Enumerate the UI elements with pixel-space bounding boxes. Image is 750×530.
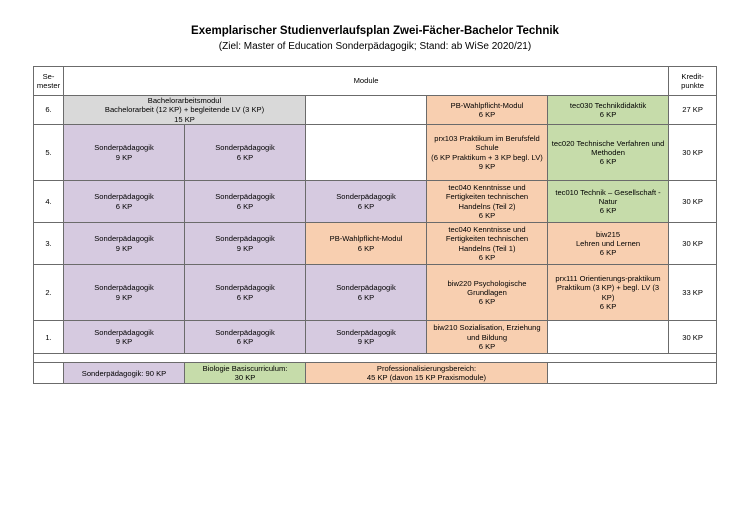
module-sonderpaedagogik: Sonderpädagogik 6 KP [185,321,306,354]
module-biw220: biw220 Psychologische Grundlagen 6 KP [427,265,548,321]
legend-sonderpaedagogik: Sonderpädagogik: 90 KP [64,363,185,384]
semester-row-5 [34,125,717,181]
module-sonderpaedagogik: Sonderpädagogik 6 KP [64,181,185,223]
header-kreditpunkte: Kredit- punkte [669,67,717,96]
module-prx111: prx111 Orientierungs-praktikum Praktikum (3 KP) + begl. LV (3 KP) 6 KP [548,265,669,321]
module-sonderpaedagogik: Sonderpädagogik 6 KP [185,181,306,223]
module-sonderpaedagogik: Sonderpädagogik 6 KP [185,125,306,181]
module-sonderpaedagogik: Sonderpädagogik 6 KP [306,265,427,321]
semester-row-4 [34,181,717,223]
semester-total: 33 KP [669,265,717,321]
semester-total: 30 KP [669,223,717,265]
page-title: Exemplarischer Studienverlaufsplan Zwei-Fächer-Bachelor Technik [191,25,559,37]
semester-row-3 [34,223,717,265]
module-biw215: biw215 Lehren und Lernen 6 KP [548,223,669,265]
semester-total: 30 KP [669,321,717,354]
module-biw210: biw210 Sozialisation, Erziehung und Bildung 6 KP [427,321,548,354]
semester-row-1 [34,321,717,354]
empty-cell [306,125,427,181]
module-sonderpaedagogik: Sonderpädagogik 9 KP [64,223,185,265]
semester-label: 4. [34,181,64,223]
semester-total: 30 KP [669,181,717,223]
module-sonderpaedagogik: Sonderpädagogik 6 KP [306,181,427,223]
semester-label: 6. [34,96,64,125]
module-prx103: prx103 Praktikum im Berufsfeld Schule (6 KP Praktikum + 3 KP begl. LV) 9 KP [427,125,548,181]
legend-row [34,363,717,384]
legend-empty [34,363,64,384]
semester-total: 30 KP [669,125,717,181]
spacer-row [34,354,717,363]
header-row [34,67,717,96]
spacer-cell [34,354,717,363]
module-sonderpaedagogik: Sonderpädagogik 9 KP [306,321,427,354]
semester-row-6 [34,96,717,125]
module-sonderpaedagogik: Sonderpädagogik 9 KP [64,321,185,354]
semester-label: 5. [34,125,64,181]
page-subtitle: (Ziel: Master of Education Sonderpädagogik; Stand: ab WiSe 2020/21) [218,41,532,52]
study-plan-table [33,66,717,384]
empty-cell [306,96,427,125]
module-sonderpaedagogik: Sonderpädagogik 9 KP [185,223,306,265]
module-pb-wahlpflicht: PB-Wahlpflicht-Modul 6 KP [306,223,427,265]
module-tec040-teil2: tec040 Kenntnisse und Fertigkeiten technischen Handelns (Teil 2) 6 KP [427,181,548,223]
semester-row-2 [34,265,717,321]
module-sonderpaedagogik: Sonderpädagogik 9 KP [64,265,185,321]
module-tec010: tec010 Technik – Gesellschaft - Natur 6 KP [548,181,669,223]
empty-cell [548,321,669,354]
header-semester: Se- mester [34,67,64,96]
legend-biologie: Biologie Basiscurriculum: 30 KP [185,363,306,384]
module-sonderpaedagogik: Sonderpädagogik 6 KP [185,265,306,321]
semester-label: 2. [34,265,64,321]
legend-empty [548,363,717,384]
semester-label: 1. [34,321,64,354]
header-module: Module [64,67,669,96]
module-tec020: tec020 Technische Verfahren und Methoden 6 KP [548,125,669,181]
module-tec040-teil1: tec040 Kenntnisse und Fertigkeiten technischen Handelns (Teil 1) 6 KP [427,223,548,265]
semester-total: 27 KP [669,96,717,125]
legend-professionalisierung: Professionalisierungsbereich: 45 KP (davon 15 KP Praxismodule) [306,363,548,384]
semester-label: 3. [34,223,64,265]
module-sonderpaedagogik: Sonderpädagogik 9 KP [64,125,185,181]
module-tec030: tec030 Technikdidaktik 6 KP [548,96,669,125]
module-bachelorarbeit: Bachelorarbeitsmodul Bachelorarbeit (12 KP) + begleitende LV (3 KP) 15 KP [64,96,306,125]
module-pb-wahlpflicht: PB-Wahlpflicht-Modul 6 KP [427,96,548,125]
